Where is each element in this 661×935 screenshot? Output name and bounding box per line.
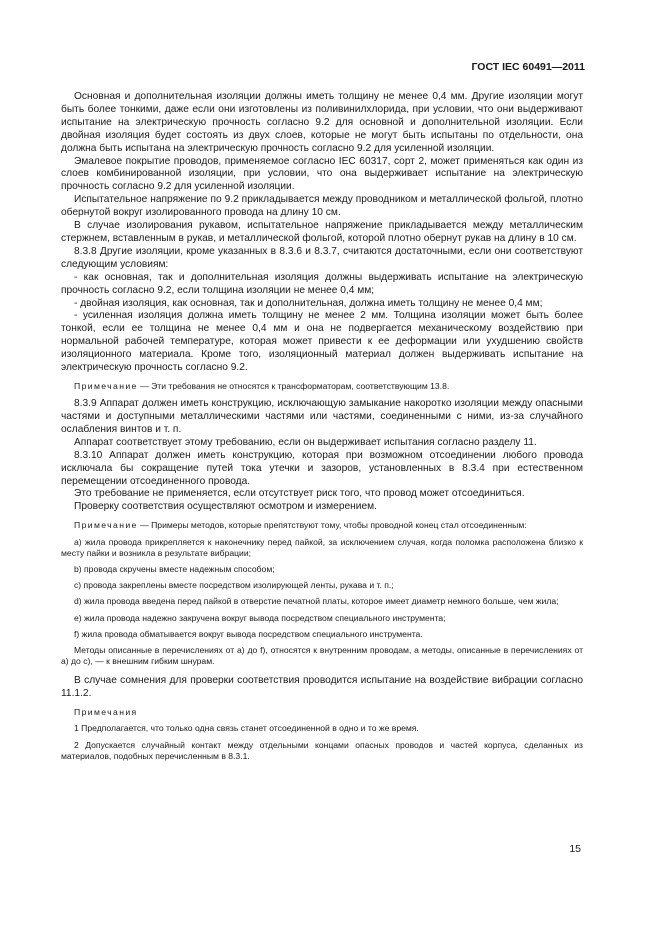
note-item: b) провода скручены вместе надежным способом; xyxy=(74,563,275,574)
clause-8-3-10: 8.3.10 Аппарат должен иметь конструкцию, которая при возможном отсоединении любого провода исключала бы сокращение путей тока утечки и зазоров, установленных в 8.3.4 при естественном перемещении отсоединенного провода. xyxy=(61,449,583,487)
paragraph: В случае изолирования рукавом, испытательное напряжение прикладывается между металлическим стержнем, вставленным в рукав, и металлической фольгой, которой плотно обернут рукав на длину в 10 см. xyxy=(61,220,583,244)
paragraph: Это требование не применяется, если отсутствует риск того, что провод может отсоединиться. xyxy=(74,488,525,500)
note-item: 2 Допускается случайный контакт между отдельными концами опасных проводов и частей корпуса, сделанных из материалов, подобных перечисленным в 8.3.1. xyxy=(61,739,583,761)
note-label: Примечание xyxy=(74,380,138,391)
note xyxy=(61,381,583,392)
note-item: f) жила провода обматывается вокруг вывода посредством специального инструмента. xyxy=(74,628,423,639)
paragraph: Испытательное напряжение по 9.2 прикладывается между проводником и металлической фольгой, плотно обернутой вокруг изолированного провода на длину 10 см. xyxy=(61,194,583,219)
clause-8-3-8: 8.3.8 Другие изоляции, кроме указанных в 8.3.6 и 8.3.7, считаются достаточными, если они соответствуют следующим условиям: xyxy=(61,245,583,270)
note-label: Примечание xyxy=(74,520,138,531)
page-number: 15 xyxy=(569,843,581,855)
note-item: d) жила провода введена перед пайкой в отверстие печатной платы, которое имеет диаметр немного больше, чем жила; xyxy=(74,596,559,607)
note-item: e) жила провода надежно закручена вокруг вывода посредством специального инструмента; xyxy=(74,612,446,623)
note-item: c) провода закреплены вместе посредством изолирующей ленты, рукава и т. п.; xyxy=(74,580,394,591)
list-item: - двойная изоляция, как основная, так и дополнительная, должна иметь толщину не менее 0,4 мм; xyxy=(74,297,543,309)
list-item: - усиленная изоляция должна иметь толщину не менее 2 мм. Толщина изоляции может быть более тонкой, если ее толщина не менее 0,4 мм и она не подвергается механическому воздействию при нормальной рабочей температуре, которая может привести к ее деформации или ухудшению свойств изоляционного материала. Кроме того, изоляционный материал должен выдерживать испытание на электрическую прочность согласно 9.2. xyxy=(61,310,583,374)
body-text xyxy=(61,91,583,762)
standard-header: ГОСТ IEC 60491—2011 xyxy=(471,61,585,73)
note xyxy=(61,520,583,531)
notes-label: Примечания xyxy=(74,707,138,718)
paragraph: Эмалевое покрытие проводов, применяемое согласно IEC 60317, сорт 2, может применяться как один из слоев комбинированной изоляции, при условии, что она выдерживает испытание на электрическую прочность согласно 9.2 для усиленной изоляции. xyxy=(61,155,583,193)
paragraph: В случае сомнения для проверки соответствия проводится испытание на воздействие вибрации согласно 11.1.2. xyxy=(61,675,583,700)
clause-8-3-9: 8.3.9 Аппарат должен иметь конструкцию, исключающую замыкание накоротко изоляции между опасными частями и доступными металлическими частями или частями, соединенными с ними, из-за случайного ослабления винтов и т. п. xyxy=(61,398,583,435)
note-item: a) жила провода прикрепляется к наконечнику перед пайкой, за исключением случая, когда поломка расположена близко к месту пайки и возникла в результате вибрации; xyxy=(61,536,583,558)
paragraph: Проверку соответствия осуществляют осмотром и измерением. xyxy=(74,501,377,513)
paragraph: Основная и дополнительная изоляции должны иметь толщину не менее 0,4 мм. Другие изоляции могут быть более тонкими, даже если они изготовлены из поливинилхлорида, при условии, что они выдерживают испытание на электрическую прочность согласно 9.2 для основной и дополнительной изоляции. Если двойная изоляция будет состоять из двух слоев, которые не могут быть испытаны по отдельности, она должна быть испытана на электрическую прочность согласно 9.2 для усиленной изоляции. xyxy=(61,91,583,154)
note-text: — Эти требования не относятся к трансформаторам, соответствующим 13.8. xyxy=(137,380,450,391)
note-methods: Методы описанные в перечислениях от a) до f), относятся к внутренним проводам, а методы, описанные в перечислениях от a) до c), — к внешним гибким шнурам. xyxy=(61,644,583,667)
note-item: 1 Предполагается, что только одна связь станет отсоединенной в одно и то же время. xyxy=(74,723,419,734)
notes-heading xyxy=(61,707,583,718)
list-item: - как основная, так и дополнительная изоляция должны выдерживать испытание на электрическую прочность согласно 9.2, если толщина изоляции не менее 0,4 мм; xyxy=(61,271,583,296)
note-text: — Примеры методов, которые препятствуют тому, чтобы проводной конец стал отсоединенным: xyxy=(137,520,527,531)
paragraph: Аппарат соответствует этому требованию, если он выдерживает испытания согласно разделу 11. xyxy=(74,436,537,448)
